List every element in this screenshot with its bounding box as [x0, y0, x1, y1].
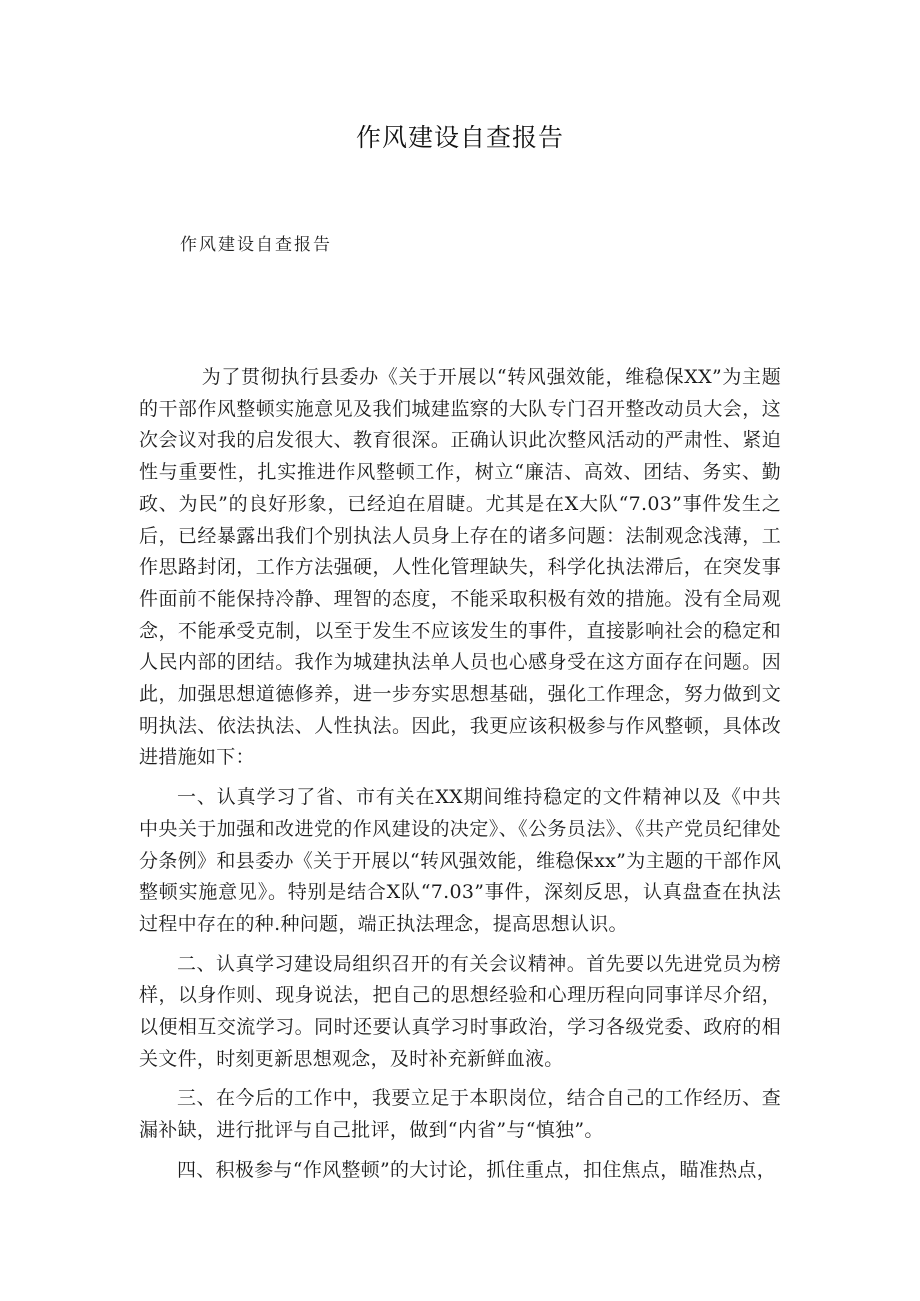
document-body	[139, 362, 781, 1195]
document-subtitle: 作风建设自查报告	[180, 235, 332, 255]
paragraph-item-4: 四、积极参与“作风整顿”的大讨论，抓住重点，扣住焦点，瞄准热点，	[177, 1158, 777, 1181]
paragraph-item-1: 一、认真学习了省、市有关在XX期间维持稳定的文件精神以及《中共中央关于加强和改进党的作风建设的决定》、《公务员法》、《共产党员纪律处分条例》和县委办《关于开展以“转风强效能，维稳保xx”为主题的干部作风整顿实施意见》。特别是结合X队“7.03”事件，深刻反思，认真盘查在执法过程中存在的种.种问题，端正执法理念，提高思想认识。	[139, 786, 781, 935]
document-title: 作风建设自查报告	[355, 123, 564, 152]
paragraph-intro: 为了贯彻执行县委办《关于开展以“转风强效能，维稳保XX”为主题的干部作风整顿实施意见及我们城建监察的大队专门召开整改动员大会，这次会议对我的启发很大、教育很深。正确认识此次整风活动的严肃性、紧迫性与重要性，扎实推进作风整顿工作，树立“廉洁、高效、团结、务实、勤政、为民”的良好形象，已经迫在眉睫。尤其是在X大队“7.03”事件发生之后，已经暴露出我们个别执法人员身上存在的诸多问题：法制观念浅薄，工作思路封闭，工作方法强硬，人性化管理缺失，科学化执法滞后，在突发事件面前不能保持冷静、理智的态度，不能采取积极有效的措施。没有全局观念，不能承受克制，以至于发生不应该发生的事件，直接影响社会的稳定和人民内部的团结。我作为城建执法单人员也心感身受在这方面存在问题。因此，加强思想道德修养，进一步夯实思想基础，强化工作理念，努力做到文明执法、依法执法、人性执法。因此，我更应该积极参与作风整顿，具体改进措施如下：	[139, 366, 781, 769]
paragraph-item-3: 三、在今后的工作中，我要立足于本职岗位，结合自己的工作经历、查漏补缺，进行批评与自己批评，做到“内省”与“慎独”。	[139, 1087, 781, 1142]
paragraph-item-2: 二、认真学习建设局组织召开的有关会议精神。首先要以先进党员为榜样，以身作则、现身说法，把自己的思想经验和心理历程向同事详尽介绍，以便相互交流学习。同时还要认真学习时事政治，学习各级党委、政府的相关文件，时刻更新思想观念，及时补充新鲜血液。	[139, 952, 781, 1070]
